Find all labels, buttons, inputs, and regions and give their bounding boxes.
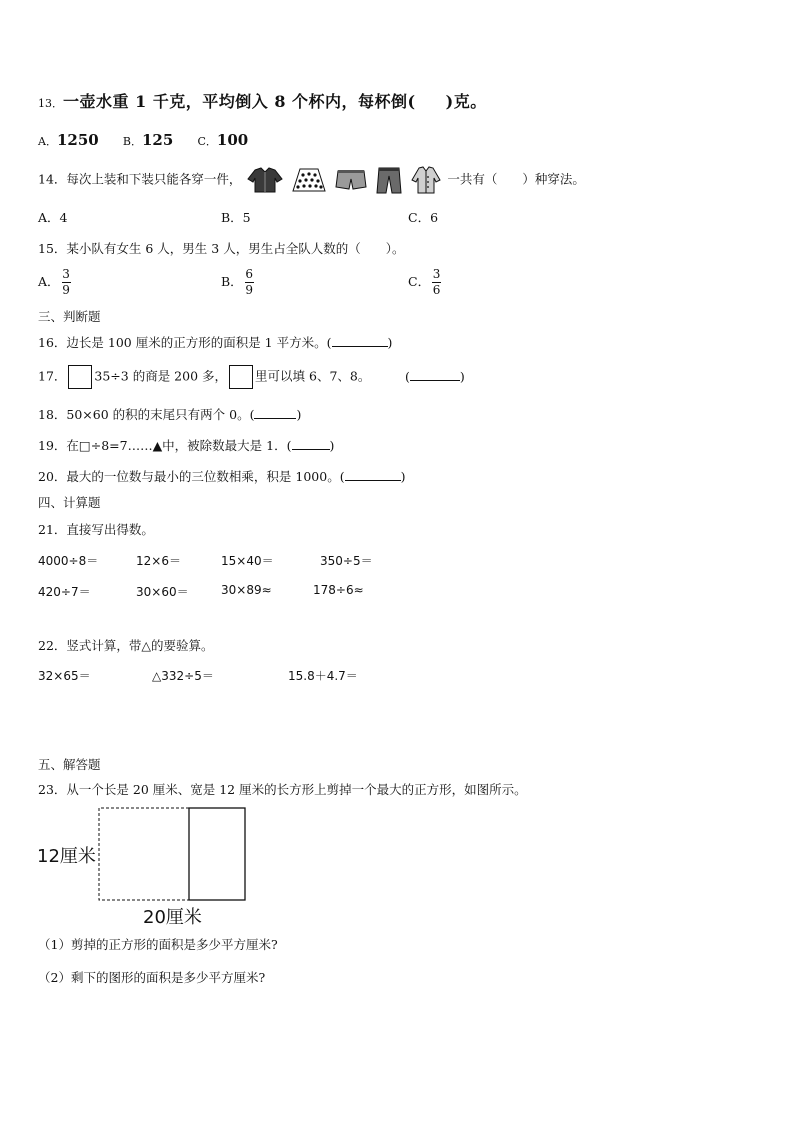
question-17: 17． 35÷3 的商是 200 多， 里可以填 6、7、8。	[38, 365, 370, 389]
fraction: $\frac{3}{6}$	[432, 267, 441, 297]
q16-answer-blank[interactable]	[332, 334, 388, 347]
q21-item[interactable]: 12×6＝	[136, 554, 181, 568]
q13-option-a[interactable]: A．1250	[38, 131, 99, 149]
question-15: 15．某小队有女生 6 人，男生 3 人，男生占全队人数的（ ）。	[38, 241, 405, 256]
rectangle-diagram	[95, 806, 250, 902]
question-19: 19．在□÷8=7……▲中，被除数最大是 1．( )	[38, 438, 335, 453]
q17-box-2[interactable]	[229, 365, 253, 389]
width-label: 20厘米	[143, 907, 202, 928]
question-21: 21．直接写出得数。	[38, 522, 154, 537]
q17-box-1[interactable]	[68, 365, 92, 389]
q14-option-b[interactable]: B．5	[221, 210, 251, 225]
question-23: 23．从一个长是 20 厘米、宽是 12 厘米的长方形上剪掉一个最大的正方形，如图所示。	[38, 782, 527, 797]
removed-rectangle-outline	[99, 808, 189, 900]
q13-number: 13．	[38, 97, 63, 110]
q13-options	[38, 130, 248, 149]
q15-option-b[interactable]: B． $\frac{6}{9}$	[221, 267, 253, 297]
q13-text-end: )克。	[445, 92, 487, 111]
q14-option-c[interactable]: C．6	[408, 210, 439, 225]
section-3-heading: 三、判断题	[38, 309, 101, 324]
question-16: 16．边长是 100 厘米的正方形的面积是 1 平方米。( )	[38, 335, 393, 350]
question-18: 18．50×60 的积的末尾只有两个 0。( )	[38, 407, 302, 422]
coat-icon	[411, 166, 441, 194]
q21-item[interactable]: 350÷5＝	[320, 554, 373, 568]
q21-item[interactable]: 4000÷8＝	[38, 554, 99, 568]
section-4-heading: 四、计算题	[38, 495, 101, 510]
q21-item[interactable]: 420÷7＝	[38, 585, 91, 599]
q17-answer: ( )	[405, 369, 465, 384]
fraction: $\frac{3}{9}$	[62, 267, 70, 297]
q14-text-end: 一共有（ ）种穿法。	[447, 171, 585, 187]
question-14	[38, 166, 585, 194]
polka-dot-skirt-icon	[291, 167, 327, 193]
q14-text: 14．每次上装和下装只能各穿一件，	[38, 171, 242, 187]
q23-sub-2: （2）剩下的图形的面积是多少平方厘米?	[38, 970, 266, 985]
q13-text: 一壶水重 1 千克，平均倒入 8 个杯内，每杯倒(	[63, 92, 416, 111]
q17-answer-blank[interactable]	[410, 368, 460, 381]
q18-answer-blank[interactable]	[254, 406, 296, 419]
q14-option-a[interactable]: A．4	[38, 210, 68, 225]
fraction: $\frac{6}{9}$	[245, 267, 253, 297]
q23-sub-1: （1）剪掉的正方形的面积是多少平方厘米?	[38, 937, 278, 952]
q22-item[interactable]: 32×65＝	[38, 669, 91, 683]
shorts-icon	[335, 167, 367, 193]
q13-option-c[interactable]: C．100	[197, 131, 249, 149]
q21-item[interactable]: 178÷6≈	[313, 583, 364, 597]
question-13	[38, 89, 487, 112]
q21-item[interactable]: 30×60＝	[136, 585, 189, 599]
q22-item[interactable]: △332÷5＝	[152, 669, 214, 683]
question-22: 22．竖式计算，带△的要验算。	[38, 638, 214, 653]
trousers-icon	[375, 166, 403, 194]
q15-option-a[interactable]: A． $\frac{3}{9}$	[38, 267, 70, 297]
question-20: 20．最大的一位数与最小的三位数相乘，积是 1000。( )	[38, 469, 406, 484]
q15-option-c[interactable]: C． $\frac{3}{6}$	[408, 267, 441, 297]
q19-answer-blank[interactable]	[292, 437, 330, 450]
height-label: 12厘米	[37, 846, 96, 867]
q22-item[interactable]: 15.8＋4.7＝	[288, 669, 358, 683]
cut-square	[189, 808, 245, 900]
q13-option-b[interactable]: B．125	[122, 131, 174, 149]
q21-item[interactable]: 15×40＝	[221, 554, 274, 568]
q20-answer-blank[interactable]	[345, 468, 401, 481]
jacket-icon	[247, 167, 283, 193]
section-5-heading: 五、解答题	[38, 757, 101, 772]
q21-item[interactable]: 30×89≈	[221, 583, 272, 597]
